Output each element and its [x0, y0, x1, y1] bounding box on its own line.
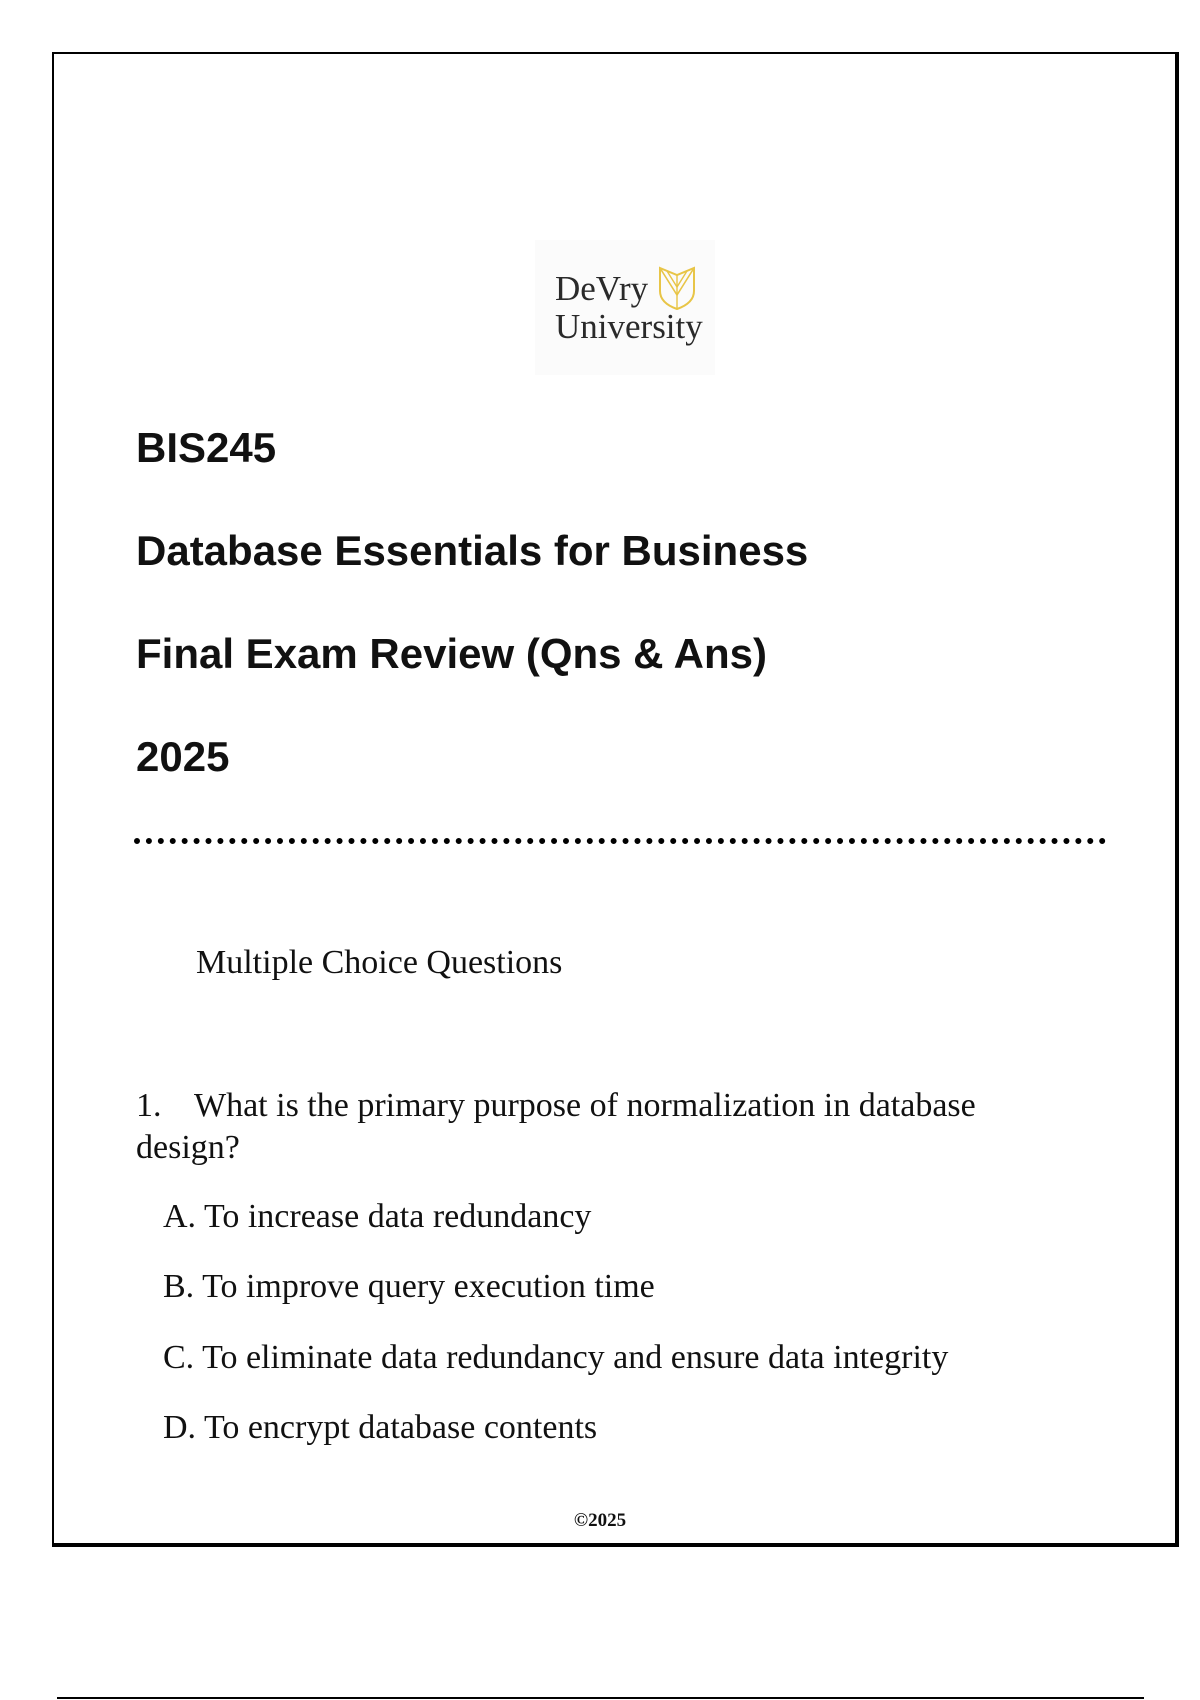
logo-line-1: DeVry [555, 269, 649, 308]
document-year: 2025 [136, 733, 230, 780]
option-c: C. To eliminate data redundancy and ensure data integrity [163, 1339, 949, 1376]
footer-copyright: ©2025 [573, 1510, 627, 1531]
question-number: 1. [136, 1087, 162, 1124]
devry-university-logo [535, 240, 715, 375]
document-type: Final Exam Review (Qns & Ans) [136, 630, 767, 677]
question-text: What is the primary purpose of normalization in database design? [136, 1087, 976, 1166]
option-d: D. To encrypt database contents [163, 1409, 598, 1446]
shield-icon [657, 265, 697, 311]
logo-line-2: University [555, 307, 703, 346]
dotted-divider [134, 838, 1106, 844]
option-b: B. To improve query execution time [163, 1268, 655, 1305]
option-a: A. To increase data redundancy [163, 1198, 592, 1235]
course-name: Database Essentials for Business [136, 527, 809, 574]
question-1 [136, 1085, 1056, 1169]
course-code: BIS245 [136, 424, 277, 471]
bottom-rule [57, 1697, 1144, 1699]
section-heading: Multiple Choice Questions [196, 944, 563, 981]
